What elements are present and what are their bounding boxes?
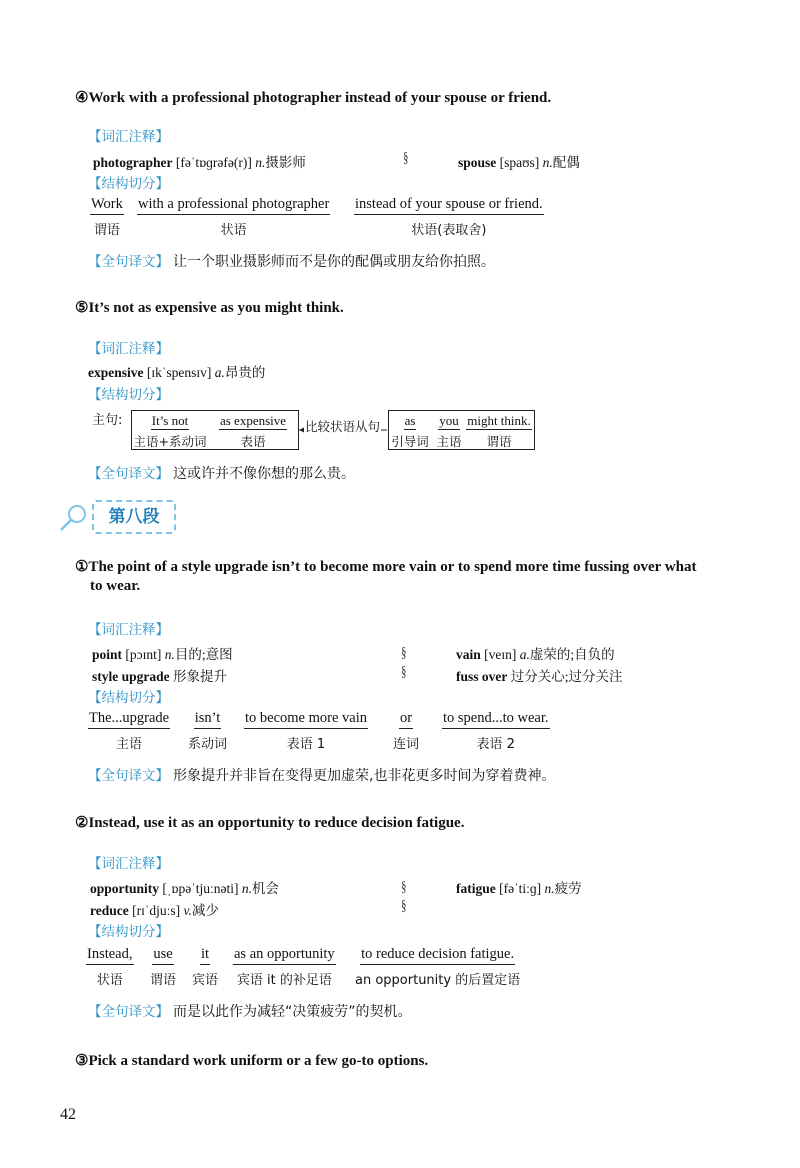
sentence-8-1-line1: ①The point of a style upgrade isn’t to become more vain or to spend more time fussing over what — [75, 559, 697, 575]
vocab-pos: n. — [164, 647, 175, 662]
segment: as an opportunity 宾语 it 的补足语 — [234, 946, 335, 988]
divider-squiggle: § — [401, 898, 407, 914]
vocab-word: fuss over — [456, 669, 508, 684]
vocab-word: fatigue — [456, 881, 496, 896]
full-translation: 【全句译文】 形象提升并非旨在变得更加虚荣,也非花更多时间为穿着费神。 — [88, 768, 556, 784]
segment: The...upgrade 主语 — [89, 710, 170, 752]
vocab-word: expensive — [88, 365, 144, 380]
vocab-pos: n. — [544, 881, 555, 896]
vocab-photographer — [93, 151, 306, 171]
struct-tag: 【结构切分】 — [88, 387, 169, 403]
vocab-tag: 【词汇注释】 — [88, 129, 169, 145]
vocab-meaning: 昂贵的 — [224, 365, 266, 380]
vocab-meaning: 过分关心;过分关注 — [510, 669, 623, 684]
vocab-vain — [456, 643, 615, 663]
struct-tag: 【结构切分】 — [88, 690, 169, 706]
box-segment: It’s not 主语+系动词 — [133, 413, 207, 449]
vocab-pos: n. — [255, 155, 266, 170]
segment: to become more vain 表语 1 — [245, 710, 367, 752]
vocab-meaning: 配偶 — [552, 155, 580, 170]
full-translation: 【全句译文】 让一个职业摄影师而不是你的配偶或朋友给你拍照。 — [88, 254, 495, 270]
segment: with a professional photographer 状语 — [138, 196, 330, 238]
segment: Instead, 状语 — [87, 946, 133, 988]
vocab-meaning: 机会 — [251, 881, 279, 896]
segment: isn’t 系动词 — [188, 710, 228, 752]
vocab-ipa: [fəˈtiːɡ] — [499, 881, 542, 896]
vocab-word: spouse — [458, 155, 497, 170]
vocab-pos: v. — [183, 903, 192, 918]
vocab-style-upgrade — [92, 665, 227, 685]
vocab-pos: a. — [214, 365, 225, 380]
full-translation: 【全句译文】 这或许并不像你想的那么贵。 — [88, 466, 355, 482]
vocab-tag: 【词汇注释】 — [88, 341, 169, 357]
struct-tag: 【结构切分】 — [88, 924, 169, 940]
vocab-meaning: 形象提升 — [173, 669, 227, 684]
vocab-spouse — [458, 151, 580, 171]
sentence-5: ⑤It’s not as expensive as you might think. — [75, 300, 344, 316]
vocab-point — [92, 643, 233, 663]
box-segment: as expensive 表语 — [219, 413, 287, 449]
vocab-pos: a. — [519, 647, 530, 662]
vocab-word: vain — [456, 647, 481, 662]
segment: or 连词 — [393, 710, 420, 752]
vocab-word: reduce — [90, 903, 129, 918]
main-clause-label: 主句: — [92, 413, 123, 428]
vocab-meaning: 目的;意图 — [174, 647, 233, 662]
sentence-8-1-line2: to wear. — [90, 578, 141, 594]
vocab-tag: 【词汇注释】 — [88, 856, 169, 872]
vocab-fuss-over — [456, 665, 623, 685]
box-segment: you 主语 — [436, 413, 462, 449]
vocab-pos: n. — [241, 881, 252, 896]
vocab-expensive — [88, 361, 265, 381]
vocab-ipa: [veɪn] — [484, 647, 517, 662]
segment: to reduce decision fatigue. an opportunity 的后置定语 — [355, 946, 521, 988]
divider-squiggle: § — [403, 150, 409, 166]
vocab-reduce — [90, 899, 219, 919]
vocab-word: opportunity — [90, 881, 160, 896]
section-heading: 第八段 — [92, 500, 176, 534]
vocab-ipa: [fəˈtɒɡrəfə(r)] — [175, 155, 252, 170]
divider-squiggle: § — [401, 664, 407, 680]
vocab-ipa: [ɪkˈspensɪv] — [146, 365, 212, 380]
page-number: 42 — [60, 1106, 76, 1123]
box-segment: might think. 谓语 — [467, 413, 531, 449]
vocab-ipa: [ˌɒpəˈtjuːnəti] — [162, 881, 239, 896]
segment: to spend...to wear. 表语 2 — [443, 710, 549, 752]
sentence-8-2: ②Instead, use it as an opportunity to reduce decision fatigue. — [75, 815, 465, 831]
struct-tag: 【结构切分】 — [88, 176, 169, 192]
vocab-ipa: [pɔɪnt] — [125, 647, 162, 662]
full-translation: 【全句译文】 而是以此作为减轻“决策疲劳”的契机。 — [88, 1004, 412, 1020]
vocab-ipa: [rɪˈdjuːs] — [132, 903, 181, 918]
magnifier-icon — [58, 502, 90, 534]
sentence-8-3: ③Pick a standard work uniform or a few go-to options. — [75, 1053, 429, 1069]
vocab-ipa: [spaʊs] — [499, 155, 540, 170]
vocab-word: style upgrade — [92, 669, 170, 684]
vocab-tag: 【词汇注释】 — [88, 622, 169, 638]
vocab-meaning: 摄影师 — [265, 155, 306, 170]
segment: instead of your spouse or friend. 状语(表取舍) — [355, 196, 543, 238]
vocab-fatigue — [456, 877, 582, 897]
vocab-word: photographer — [93, 155, 173, 170]
sentence-4: ④Work with a professional photographer instead of your spouse or friend. — [75, 90, 552, 106]
segment: it 宾语 — [192, 946, 219, 988]
box-segment: as 引导词 — [391, 413, 429, 449]
segment: use 谓语 — [150, 946, 177, 988]
vocab-pos: n. — [542, 155, 553, 170]
divider-squiggle: § — [401, 645, 407, 661]
divider-squiggle: § — [401, 879, 407, 895]
vocab-word: point — [92, 647, 123, 662]
vocab-meaning: 疲劳 — [554, 881, 582, 896]
vocab-meaning: 减少 — [191, 903, 219, 918]
segment: Work 谓语 — [91, 196, 123, 238]
vocab-opportunity — [90, 877, 279, 897]
arrow-label: 比较状语从句 — [305, 419, 381, 434]
vocab-meaning: 虚荣的;自负的 — [529, 647, 615, 662]
